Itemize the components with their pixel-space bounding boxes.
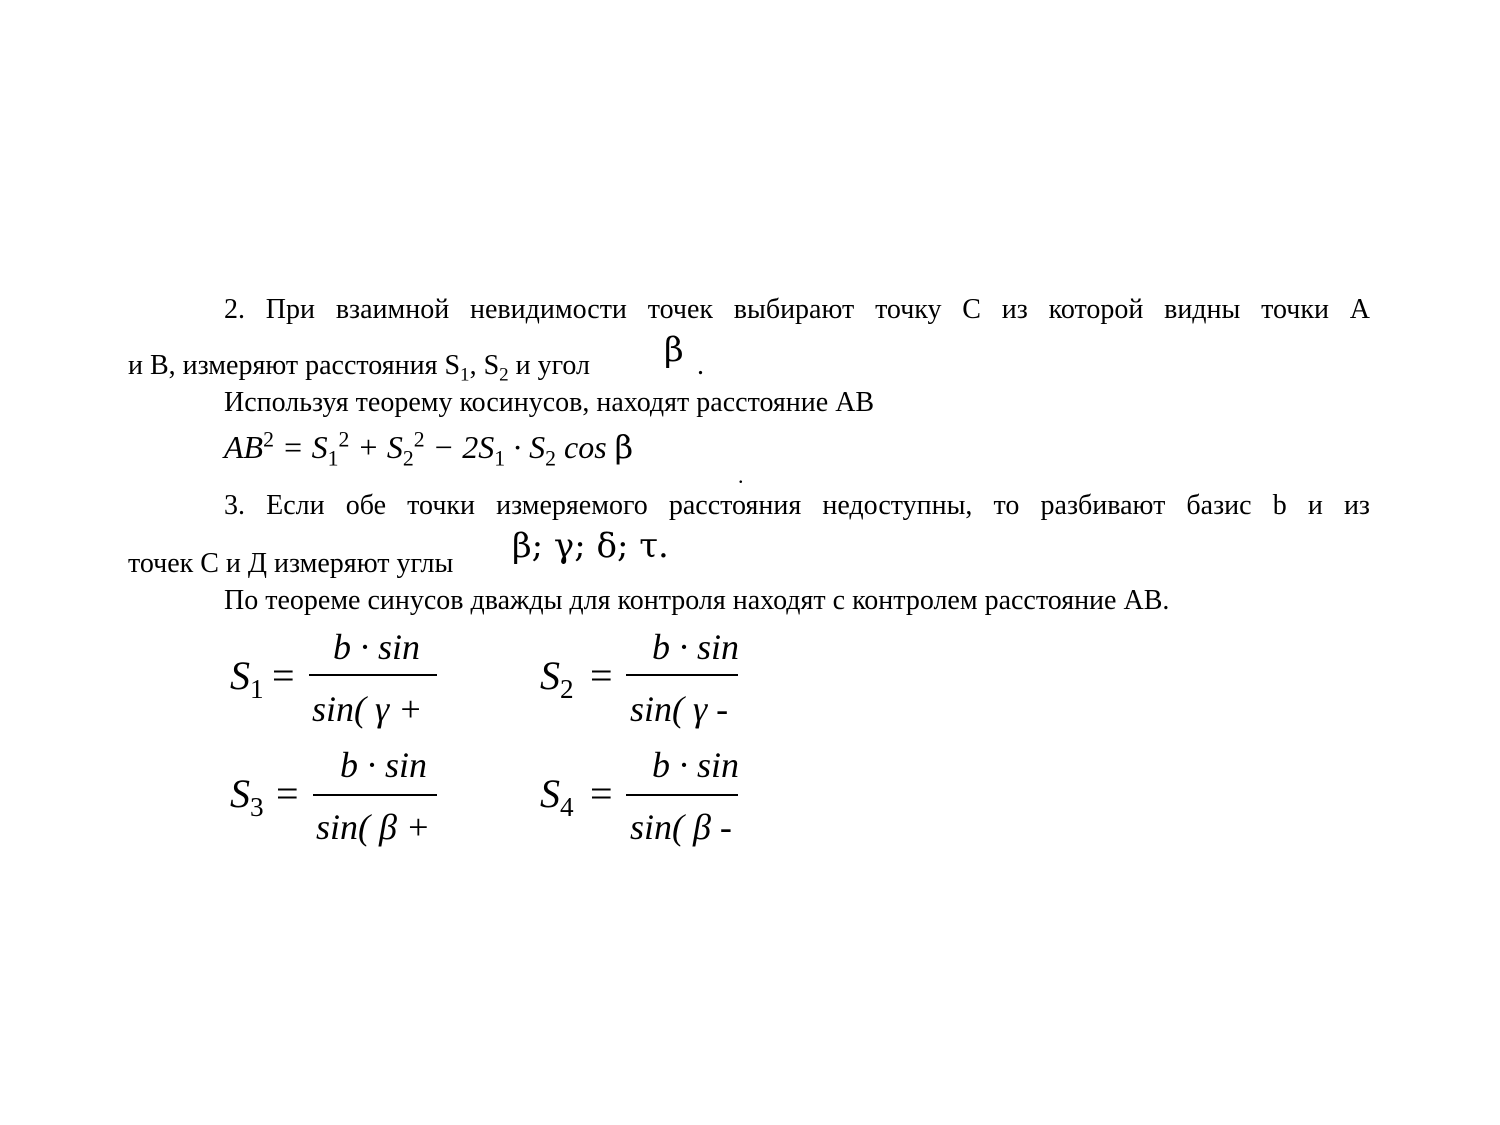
cos-beta: β — [614, 428, 634, 466]
paragraph-3-line-2: точек С и Д измеряют углы — [128, 548, 454, 579]
minus-2s: − 2S — [424, 429, 495, 465]
cos: cos — [556, 429, 615, 465]
s2-fraction-bar — [626, 674, 738, 676]
s1-fraction-bar — [309, 674, 437, 676]
s2-sub: 2 — [402, 446, 414, 471]
s1-sub: 1 — [327, 446, 339, 471]
s2-numerator: b · sin — [652, 627, 740, 667]
separator: , S — [469, 350, 500, 381]
subscript-1: 1 — [460, 364, 470, 386]
beta-period: . — [697, 350, 704, 381]
m-sub1: 1 — [494, 446, 506, 471]
lhs-exponent: 2 — [263, 427, 274, 452]
lhs: AB — [224, 429, 264, 465]
line2-suffix: и угол — [508, 350, 591, 381]
angles-list: β; γ; δ; τ. — [512, 526, 669, 566]
s4-equals: = — [590, 771, 613, 816]
cosine-trailing-dot: . — [738, 463, 744, 488]
cosine-intro: Используя теорему косинусов, находят расстояние АВ — [224, 387, 875, 418]
subscript-2: 2 — [499, 364, 509, 386]
line2-prefix: и В, измеряют расстояния S — [128, 350, 461, 381]
s4-fraction-bar — [626, 794, 738, 796]
s2-equals: = — [590, 653, 613, 698]
s3-lhs: $S_3$ — [230, 771, 264, 822]
s2-sup: 2 — [413, 427, 425, 452]
s1-denominator: sin( γ + — [312, 689, 423, 729]
s2-denominator: sin( γ - — [630, 689, 729, 729]
s3-equals: = — [276, 771, 299, 816]
s1-equals: = — [272, 653, 295, 698]
s4-lhs: $S_4$ — [540, 771, 574, 822]
s3-numerator: b · sin — [340, 745, 428, 785]
eq-s: = S — [273, 429, 328, 465]
s4-numerator: b · sin — [652, 745, 740, 785]
s1-numerator: b · sin — [333, 627, 421, 667]
plus-s: + S — [349, 429, 403, 465]
s3-fraction-bar — [313, 794, 437, 796]
s4-denominator: sin( β - — [630, 807, 732, 847]
beta-symbol: β — [664, 330, 684, 370]
dot-s: · S — [505, 429, 546, 465]
s1-sup: 2 — [338, 427, 350, 452]
s3-denominator: sin( β + — [316, 807, 431, 847]
cosine-formula — [224, 427, 634, 471]
sine-intro: По теореме синусов дважды для контроля находят с контролем расстояние АВ. — [224, 585, 1170, 616]
paragraph-2-line-1: 2. При взаимной невидимости точек выбирают точку С из которой видны точки А — [224, 294, 1370, 325]
s1-lhs: $S_1$ — [230, 653, 264, 704]
m-sub2: 2 — [545, 446, 556, 471]
s2-lhs: $S_2$ — [540, 653, 574, 704]
paragraph-2-line-2 — [128, 350, 591, 386]
paragraph-3-line-1: 3. Если обе точки измеряемого расстояния недоступны, то разбивают базис b и из — [224, 490, 1370, 521]
